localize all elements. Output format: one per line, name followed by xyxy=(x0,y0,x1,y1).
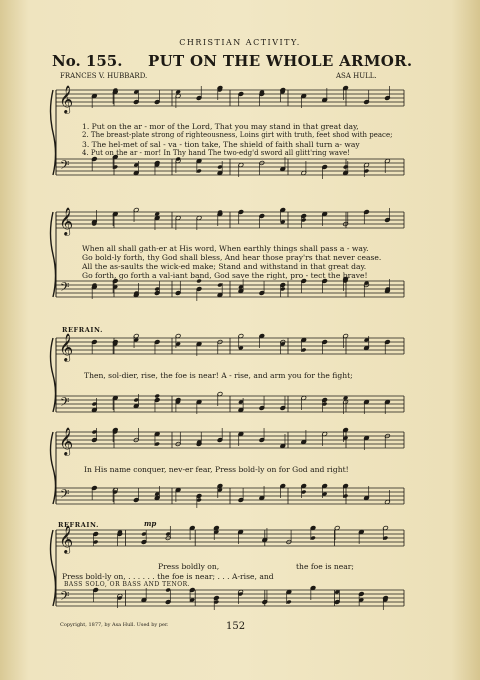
treble-clef: 𝄞 xyxy=(59,525,74,553)
solo-lower-lyric: Press bold-ly on, . . . . . . the foe is near; . . . A-rise, and xyxy=(62,572,274,581)
system-brace xyxy=(51,530,56,606)
hymn-number: No. 155. xyxy=(52,52,123,70)
verse-1-ending: When all shall gath-er at His word, When earthly things shall pass a - way. xyxy=(82,244,369,253)
system-brace xyxy=(51,212,56,297)
verse-2: 2. The breast-plate strong of righteousness, Loins girt with truth, feet shod with peace; xyxy=(82,131,393,139)
bass-clef: 𝄢 xyxy=(60,281,70,297)
treble-clef: 𝄞 xyxy=(59,85,74,113)
refrain-line-1: Then, sol-dier, rise, the foe is near! A - rise, and arm you for the fight; xyxy=(84,371,353,380)
bass-clef: 𝄢 xyxy=(60,590,70,606)
system-brace xyxy=(51,90,56,175)
hymn-title: PUT ON THE WHOLE ARMOR. xyxy=(148,52,413,70)
page-number: 152 xyxy=(226,621,246,632)
verse-1: 1. Put on the ar - mor of the Lord, That you may stand in that great day, xyxy=(82,122,359,131)
bass-clef: 𝄢 xyxy=(60,159,70,175)
treble-clef: 𝄞 xyxy=(59,207,74,235)
treble-clef: 𝄞 xyxy=(59,333,74,361)
solo-upper-lyric-2: the foe is near; xyxy=(296,562,354,571)
solo-upper-lyric-1: Press boldly on, xyxy=(158,562,220,571)
section-header: CHRISTIAN ACTIVITY. xyxy=(179,38,301,47)
refrain-line-2: In His name conquer, nev-er fear, Press bold-ly on for God and right! xyxy=(84,465,349,474)
solo-note: BASS SOLO, OR BASS AND TENOR. xyxy=(64,581,191,588)
bass-clef: 𝄢 xyxy=(60,396,70,412)
verse-4: 4. Put on the ar - mor! In Thy hand The two-edg'd sword all glitt'ring wave! xyxy=(82,149,350,157)
note-head xyxy=(154,394,160,399)
verse-4-ending: Go forth, go forth a val-iant band, God save the right, pro - tect the brave! xyxy=(82,271,368,280)
verse-2-ending: Go bold-ly forth, thy God shall bless, And hear those pray'rs that never cease. xyxy=(82,253,382,262)
refrain-label: REFRAIN. xyxy=(62,326,104,334)
system-brace xyxy=(51,338,56,412)
verse-3-ending: All the as-saults the wick-ed make; Stand and withstand in that great day. xyxy=(82,262,367,271)
refrain-2-label: REFRAIN. xyxy=(58,521,100,529)
system-brace xyxy=(51,432,56,504)
copyright-notice: Copyright, 1877, by Asa Hull. Used by per. xyxy=(60,622,169,628)
tempo-mark: mp xyxy=(144,519,157,528)
bass-clef: 𝄢 xyxy=(60,488,70,504)
treble-clef: 𝄞 xyxy=(59,427,74,455)
verse-3: 3. The hel-met of sal - va - tion take, The shield of faith shall turn a- way xyxy=(82,140,360,149)
hymn-author: FRANCES V. HUBBARD. xyxy=(60,72,148,80)
hymn-composer: ASA HULL. xyxy=(336,72,377,80)
